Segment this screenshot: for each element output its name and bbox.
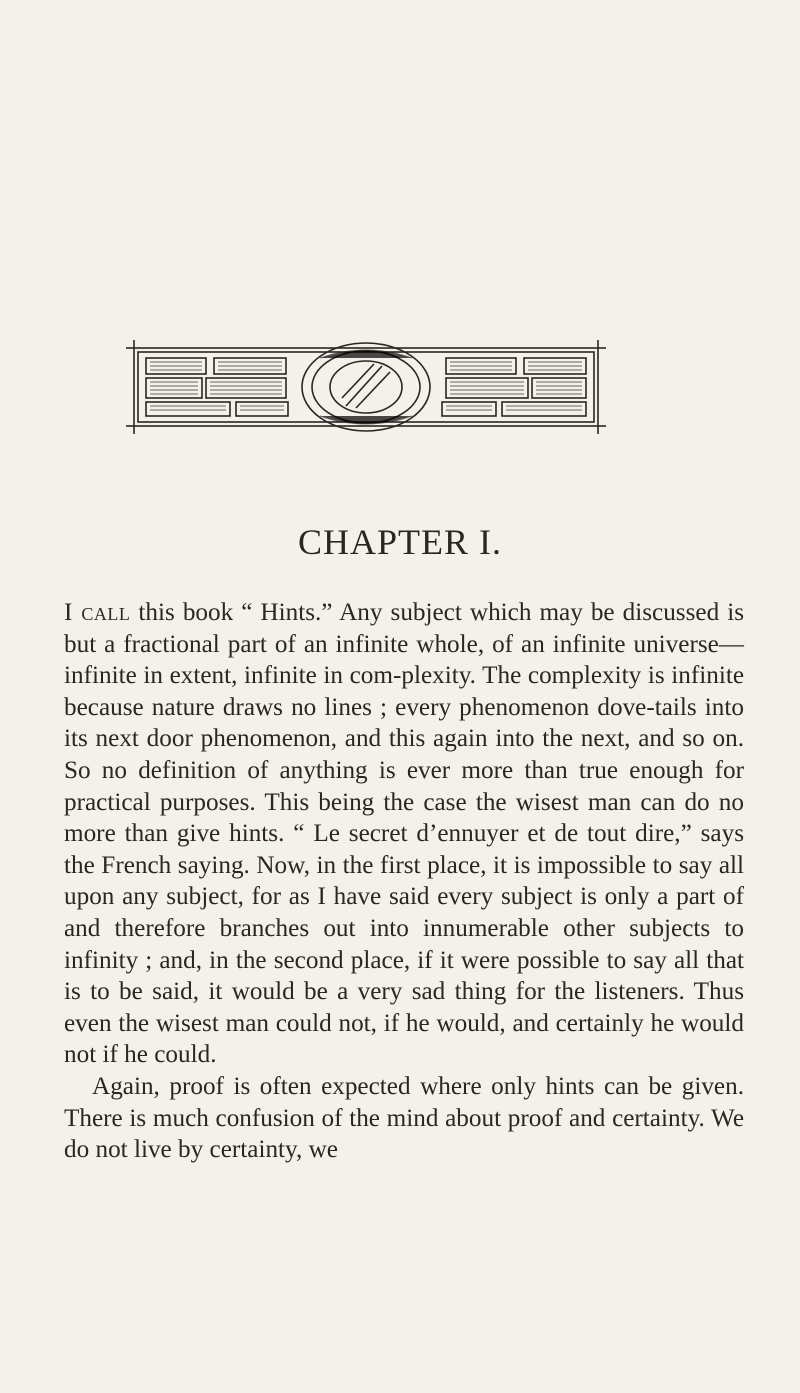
paragraph-2: Again, proof is often expected where only hints can be given. There is much confusion of the mind about proof and certainty. We do not live by certainty, we bbox=[64, 1072, 744, 1164]
paragraph-1 bbox=[64, 597, 744, 1071]
opening-word: I call bbox=[64, 599, 131, 626]
chapter-title: CHAPTER I. bbox=[297, 522, 502, 562]
decorative-headpiece-icon bbox=[124, 338, 608, 436]
chapter-body bbox=[64, 597, 744, 1166]
paragraph-1-text: this book “ Hints.” Any subject which may be discussed is but a fractional part of an infinite whole, of an infinite universe—infinite in extent, infinite in com-plexity. The complexity is infinite because nature draws no lines ; every phenomenon dove-tails into its next door phenomenon, and this again into the next, and so on. So no definition of anything is ever more than true enough for practical purposes. This being the case the wisest man can do no more than give hints. “ Le secret d’ennuyer et de tout dire,” says the French saying. Now, in the first place, it is impossible to say all upon any subject, for as I have said every subject is only a part of and therefore branches out into innumerable other subjects to infinity ; and, in the second place, if it were possible to say all that is to be said, it would be a very sad thing for the listeners. Thus even the wisest man could not, if he would, and certainly he would not if he could. bbox=[64, 599, 744, 1069]
